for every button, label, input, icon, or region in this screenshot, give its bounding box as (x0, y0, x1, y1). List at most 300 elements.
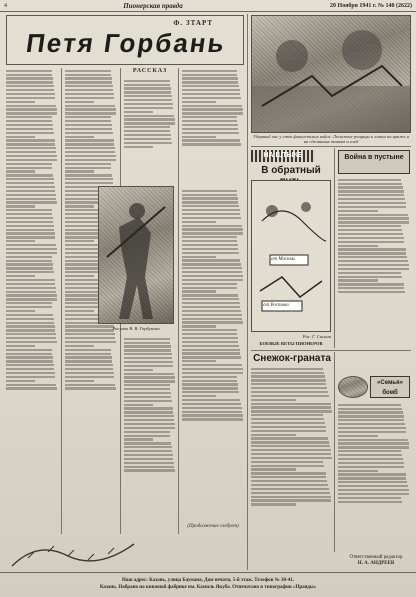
text-line (6, 105, 56, 107)
column-divider (178, 68, 179, 534)
text-line (65, 74, 111, 76)
text-line (65, 364, 113, 366)
text-line (338, 225, 401, 227)
text-line (182, 302, 240, 304)
text-line (6, 108, 57, 110)
text-line (65, 337, 115, 339)
text-line (6, 163, 52, 165)
text-line (6, 333, 56, 335)
text-line (182, 108, 243, 110)
text-line (338, 435, 378, 437)
text-line (124, 345, 171, 347)
text-line (6, 70, 52, 72)
illustration-caption: Рисунок В. В. Горбунова (112, 326, 160, 331)
text-line (6, 101, 35, 103)
text-line (65, 341, 116, 343)
battle-scene-icon (252, 16, 410, 132)
text-line (251, 472, 326, 474)
text-line (182, 271, 242, 273)
text-fill (338, 179, 410, 294)
text-line (251, 453, 331, 455)
text-line (251, 437, 328, 439)
column-divider (334, 148, 335, 348)
text-line (251, 476, 326, 478)
text-line (6, 368, 54, 370)
text-line (251, 422, 325, 424)
grenade-text (251, 366, 333, 570)
column-divider (61, 68, 62, 534)
text-line (124, 361, 173, 363)
text-line (65, 349, 111, 351)
text-line (338, 183, 402, 185)
text-line (6, 294, 57, 296)
text-line (251, 503, 296, 505)
text-line (6, 132, 54, 134)
text-line (124, 450, 172, 452)
text-line (338, 287, 404, 289)
text-line (124, 435, 170, 437)
text-line (251, 406, 331, 408)
text-line (251, 368, 323, 370)
text-line (338, 501, 402, 503)
text-line (182, 85, 239, 87)
text-line (65, 143, 114, 145)
text-line (124, 376, 175, 378)
text-line (65, 136, 94, 138)
text-line (251, 484, 328, 486)
text-line (124, 142, 172, 144)
story-column-3-top (124, 78, 176, 182)
text-line (338, 481, 407, 483)
story-column-4-top (182, 68, 244, 184)
text-line (251, 418, 324, 420)
text-line (6, 248, 57, 250)
text-line (338, 210, 378, 212)
text-line (6, 260, 52, 262)
text-line (182, 341, 238, 343)
text-line (6, 384, 56, 386)
text-line (65, 167, 111, 169)
text-line (182, 132, 239, 134)
text-line (65, 368, 113, 370)
text-line (6, 244, 56, 246)
text-line (338, 198, 405, 200)
text-line (65, 116, 111, 118)
text-line (338, 415, 404, 417)
text-line (124, 84, 170, 86)
text-line (124, 423, 175, 425)
text-line (182, 345, 239, 347)
editor-label: Ответственный редактор (349, 555, 403, 560)
text-line (124, 338, 170, 340)
text-line (251, 387, 327, 389)
text-line (65, 376, 114, 378)
newspaper-name: Пионерская правда (123, 1, 183, 10)
text-line (251, 492, 330, 494)
text-line (182, 240, 237, 242)
text-line (124, 146, 153, 148)
sign-moscow: от Москвы (271, 257, 296, 262)
text-line (251, 430, 326, 432)
text-line (251, 496, 331, 498)
text-line (6, 116, 52, 118)
text-line (6, 124, 53, 126)
war-desert-text (338, 177, 410, 347)
text-line (6, 209, 52, 211)
text-line (182, 356, 241, 358)
text-line (182, 290, 216, 292)
text-line (6, 112, 57, 114)
text-line (251, 488, 329, 490)
text-line (182, 298, 239, 300)
text-line (124, 138, 171, 140)
text-line (6, 74, 52, 76)
bombs-title: «Семья» бомб (370, 376, 410, 398)
text-line (6, 213, 52, 215)
text-line (124, 438, 153, 440)
sign-rostov: от Ростова (263, 303, 289, 308)
text-line (65, 345, 94, 347)
story-headline (6, 15, 244, 65)
text-line (182, 97, 241, 99)
text-line (6, 229, 54, 231)
text-line (338, 466, 404, 468)
text-line (124, 126, 170, 128)
text-line (182, 228, 243, 230)
text-line (338, 458, 403, 460)
text-line (124, 466, 174, 468)
text-line (182, 236, 237, 238)
text-line (182, 77, 238, 79)
top-right-photo (251, 15, 411, 133)
story-supra: Ф. ЗТАРТ (173, 19, 213, 27)
na-shtyke-banner: НА ШТЫКЕ (251, 150, 315, 162)
text-line (6, 155, 57, 157)
text-line (6, 128, 53, 130)
text-line (338, 454, 402, 456)
satire-cartoon (251, 180, 331, 332)
text-line (124, 80, 170, 82)
text-line (6, 279, 55, 281)
text-line (65, 380, 94, 382)
text-line (182, 310, 241, 312)
text-line (182, 318, 242, 320)
text-line (6, 85, 54, 87)
text-line (65, 182, 113, 184)
text-line (251, 391, 328, 393)
text-line (338, 477, 406, 479)
text-line (182, 333, 237, 335)
text-line (251, 461, 323, 463)
text-line (182, 89, 240, 91)
text-line (6, 364, 54, 366)
text-line (338, 291, 405, 293)
text-line (6, 221, 53, 223)
text-line (338, 194, 404, 196)
text-line (338, 419, 404, 421)
text-line (65, 240, 94, 242)
text-line (182, 259, 240, 261)
text-line (182, 93, 240, 95)
text-line (6, 283, 55, 285)
text-line (6, 329, 55, 331)
text-line (6, 322, 54, 324)
text-line (65, 147, 115, 149)
text-line (65, 353, 111, 355)
text-line (6, 194, 56, 196)
text-line (251, 468, 296, 470)
text-line (6, 190, 55, 192)
text-line (338, 450, 401, 452)
editor-name: Н. А. АНДРЕЕВ (357, 561, 395, 566)
text-line (65, 101, 94, 103)
text-line (251, 410, 332, 412)
page-header (0, 0, 416, 12)
bombs-text (338, 402, 410, 552)
text-line (182, 325, 216, 327)
story-illustration (98, 186, 174, 324)
text-line (182, 213, 240, 215)
text-line (182, 387, 238, 389)
text-line (338, 283, 404, 285)
text-fill (6, 70, 58, 390)
text-line (338, 276, 402, 278)
text-fill (182, 70, 244, 146)
war-desert-banner: Война в пустыне (338, 150, 410, 174)
issue-date: 20 Ноября 1941 г. № 140 (2622) (330, 2, 412, 9)
text-line (124, 87, 171, 89)
text-line (124, 462, 174, 464)
text-line (65, 77, 112, 79)
text-line (182, 124, 238, 126)
text-line (65, 170, 94, 172)
text-line (6, 267, 53, 269)
text-line (338, 245, 378, 247)
text-line (124, 369, 153, 371)
text-line (6, 314, 53, 316)
text-line (182, 364, 242, 366)
text-line (6, 143, 55, 145)
text-line (338, 489, 409, 491)
text-line (65, 70, 111, 72)
text-line (6, 139, 55, 141)
cartoon-icon (252, 181, 330, 331)
grenade-title: Снежок-граната (253, 353, 331, 364)
text-line (65, 108, 116, 110)
text-line (182, 209, 240, 211)
text-line (338, 252, 406, 254)
text-line (6, 263, 53, 265)
text-line (182, 194, 237, 196)
text-line (6, 372, 55, 374)
text-line (338, 233, 403, 235)
text-line (6, 275, 35, 277)
text-line (338, 241, 404, 243)
text-line (182, 349, 240, 351)
text-line (338, 462, 404, 464)
text-line (338, 206, 406, 208)
soldier-figure-icon (99, 187, 173, 323)
text-line (65, 112, 116, 114)
text-line (338, 229, 402, 231)
text-line (251, 403, 331, 405)
text-line (182, 275, 243, 277)
text-line (65, 139, 114, 141)
text-line (124, 122, 175, 124)
text-line (182, 267, 242, 269)
text-line (6, 182, 54, 184)
text-line (338, 217, 409, 219)
text-line (124, 103, 173, 105)
text-line (65, 155, 116, 157)
text-line (65, 159, 116, 161)
text-line (124, 454, 173, 456)
text-line (6, 256, 52, 258)
text-line (182, 217, 241, 219)
editor-block (340, 555, 412, 567)
text-line (338, 470, 378, 472)
continuation-note: (Продолжение следует) (187, 524, 239, 529)
text-line (124, 407, 173, 409)
text-line (124, 431, 170, 433)
story-title: Петя Горбань (24, 28, 228, 58)
text-line (182, 418, 243, 420)
text-line (124, 458, 173, 460)
text-line (6, 167, 52, 169)
text-line (6, 353, 52, 355)
text-line (182, 81, 238, 83)
text-line (182, 120, 237, 122)
text-line (6, 287, 56, 289)
text-line (6, 325, 55, 327)
text-line (124, 392, 171, 394)
text-line (251, 399, 296, 401)
text-line (6, 89, 54, 91)
text-line (182, 70, 237, 72)
text-line (338, 264, 409, 266)
text-line (182, 105, 242, 107)
text-line (6, 77, 53, 79)
text-line (182, 306, 240, 308)
text-line (182, 190, 237, 192)
text-line (338, 248, 406, 250)
text-line (338, 214, 408, 216)
text-line (6, 337, 56, 339)
text-line (124, 427, 175, 429)
text-line (182, 112, 243, 114)
text-line (65, 275, 94, 277)
text-line (182, 128, 238, 130)
column-divider (247, 14, 248, 570)
story-subtitle: РАССКАЗ (132, 68, 168, 74)
text-line (182, 101, 216, 103)
text-line (6, 170, 35, 172)
text-line (182, 395, 216, 397)
text-line (251, 379, 326, 381)
text-line (124, 446, 172, 448)
text-line (338, 268, 409, 270)
text-line (65, 174, 112, 176)
text-line (6, 147, 56, 149)
text-line (251, 465, 324, 467)
text-line (6, 360, 53, 362)
text-fill (251, 368, 333, 506)
text-line (251, 375, 325, 377)
text-line (65, 333, 115, 335)
text-line (65, 387, 116, 389)
text-line (338, 237, 404, 239)
text-line (65, 120, 111, 122)
text-line (6, 120, 52, 122)
text-line (338, 279, 378, 281)
text-line (182, 383, 238, 385)
text-line (182, 197, 238, 199)
text-line (338, 446, 409, 448)
text-line (65, 310, 94, 312)
text-line (124, 342, 170, 344)
text-fill (124, 338, 176, 472)
footer-print: Казань. Набрано на книжной фабрике им. Камиль Якуба. Отпечатано в типографии «Правды» (99, 585, 317, 590)
text-line (6, 232, 55, 234)
text-line (6, 387, 57, 389)
text-line (338, 202, 406, 204)
text-line (338, 439, 408, 441)
text-line (6, 298, 57, 300)
text-line (65, 205, 94, 207)
text-line (124, 99, 172, 101)
text-line (338, 186, 403, 188)
column-footer: БОЕВЫЕ ВЕТЫ ПИОНЕРОВ (259, 341, 323, 346)
text-line (6, 205, 35, 207)
text-line (182, 248, 238, 250)
text-line (338, 404, 401, 406)
text-line (182, 201, 238, 203)
page-number: 4 (4, 2, 7, 9)
text-line (251, 383, 326, 385)
text-line (6, 349, 52, 351)
text-line (124, 419, 174, 421)
text-line (338, 493, 409, 495)
text-line (6, 136, 35, 138)
text-line (6, 376, 55, 378)
text-line (182, 337, 238, 339)
text-line (182, 225, 242, 227)
text-line (182, 403, 241, 405)
text-line (6, 225, 54, 227)
text-line (182, 321, 243, 323)
column-divider (334, 352, 335, 552)
text-fill (338, 404, 410, 503)
text-line (124, 107, 173, 109)
page-footer (0, 572, 416, 597)
bomb-image (338, 376, 368, 398)
text-line (251, 449, 331, 451)
text-line (338, 256, 407, 258)
text-line (338, 431, 406, 433)
text-line (182, 116, 237, 118)
text-line (65, 384, 115, 386)
text-line (6, 198, 56, 200)
text-line (124, 134, 171, 136)
text-line (251, 372, 324, 374)
text-line (338, 179, 401, 181)
text-line (182, 372, 243, 374)
text-line (6, 310, 35, 312)
text-line (182, 136, 216, 138)
text-line (124, 91, 171, 93)
text-line (124, 111, 153, 113)
text-line (6, 306, 52, 308)
